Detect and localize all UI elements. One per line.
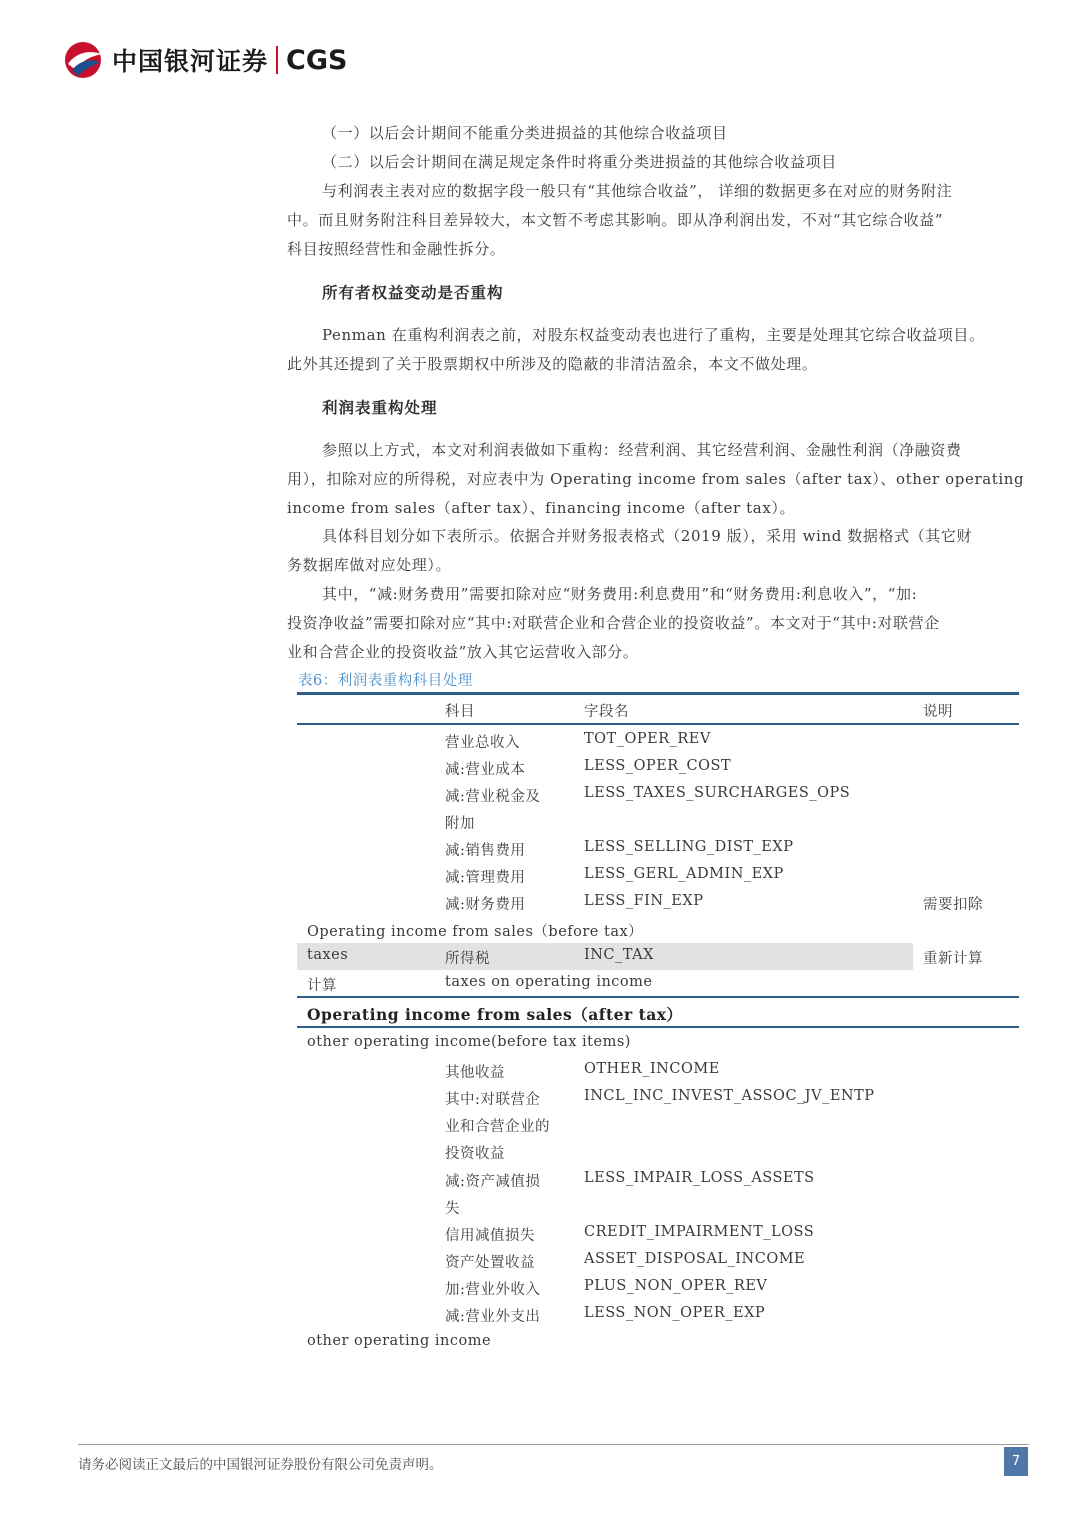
brand-divider — [276, 46, 278, 74]
table-cell: LESS_OPER_COST — [584, 758, 732, 774]
table-cell-note: 需要扣除 — [923, 897, 983, 913]
paragraph-line: 中。而且财务附注科目差异较大，本文暂不考虑其影响。即从净利润出发，不对“其它综合收益” — [287, 211, 944, 229]
table-cell: LESS_IMPAIR_LOSS_ASSETS — [584, 1170, 815, 1186]
table-cell: 其中:对联营企 — [445, 1092, 541, 1108]
table-cell: LESS_TAXES_SURCHARGES_OPS — [584, 785, 851, 801]
table-row-label: 计算 — [307, 978, 337, 994]
table-section-rule — [297, 1026, 1019, 1028]
header-subject: 科目 — [445, 704, 475, 720]
brand-name-cn: 中国银河证券 — [112, 47, 269, 76]
paragraph-line: 与利润表主表对应的数据字段一般只有“其他综合收益”， 详细的数据更多在对应的财务附注 — [322, 182, 953, 200]
section-heading: 所有者权益变动是否重构 — [322, 283, 504, 302]
table-cell: taxes on operating income — [445, 974, 653, 990]
table-cell: TOT_OPER_REV — [584, 731, 711, 747]
paragraph-line: （二）以后会计期间在满足规定条件时将重分类进损益的其他综合收益项目 — [322, 153, 837, 171]
table-cell: 营业总收入 — [445, 735, 520, 751]
table-cell: INC_TAX — [584, 947, 654, 963]
table-cell: 附加 — [445, 816, 475, 832]
table-section-rule — [297, 996, 1019, 998]
table-header-rule — [297, 723, 1019, 725]
table-cell-note: 重新计算 — [923, 951, 983, 967]
table-cell: 减:营业外支出 — [445, 1309, 541, 1325]
table-cell: 减:营业成本 — [445, 762, 526, 778]
table-cell: 加:营业外收入 — [445, 1282, 541, 1298]
table-cell: 减:管理费用 — [445, 870, 526, 886]
table-top-rule — [297, 692, 1019, 695]
table-cell: 减:营业税金及 — [445, 789, 541, 805]
page-number-badge: 7 — [1004, 1447, 1028, 1476]
brand-name-en: CGS — [286, 44, 348, 76]
header — [62, 38, 347, 82]
table-cell: 资产处置收益 — [445, 1255, 535, 1271]
table-cell: 减:销售费用 — [445, 843, 526, 859]
table-title: 表6：利润表重构科目处理 — [298, 673, 473, 689]
table-cell: LESS_FIN_EXP — [584, 893, 704, 909]
header-note: 说明 — [923, 704, 953, 720]
table-cell: LESS_NON_OPER_EXP — [584, 1305, 766, 1321]
footer-divider — [78, 1444, 1029, 1445]
paragraph-line: 用），扣除对应的所得税，对应表中为 Operating income from sales（after tax）、other operating — [287, 470, 1025, 488]
paragraph-line: 投资净收益”需要扣除对应“其中:对联营企业和合营企业的投资收益”。本文对于“其中:对联营企 — [287, 614, 940, 632]
table-cell: 其他收益 — [445, 1065, 505, 1081]
footer-disclaimer: 请务必阅读正文最后的中国银河证券股份有限公司免责声明。 — [78, 1457, 443, 1473]
table-cell: 信用减值损失 — [445, 1228, 535, 1244]
table-cell: PLUS_NON_OPER_REV — [584, 1278, 768, 1294]
table-section-title: Operating income from sales（after tax） — [307, 1005, 683, 1024]
paragraph-line: 其中，“减:财务费用”需要扣除对应“财务费用:利息费用”和“财务费用:利息收入”，“加: — [322, 585, 918, 603]
table-cell: INCL_INC_INVEST_ASSOC_JV_ENTP — [584, 1088, 875, 1104]
paragraph-line: 科目按照经营性和金融性拆分。 — [287, 240, 506, 258]
paragraph-line: income from sales（after tax）、financing income（after tax）。 — [287, 499, 796, 517]
table-row-label: other operating income — [307, 1333, 492, 1349]
table-cell: LESS_SELLING_DIST_EXP — [584, 839, 794, 855]
table-cell: 所得税 — [445, 951, 490, 967]
table-row-label: taxes — [307, 947, 349, 963]
table-row-label: Operating income from sales（before tax） — [307, 924, 644, 940]
table-cell: CREDIT_IMPAIRMENT_LOSS — [584, 1224, 815, 1240]
paragraph-line: 业和合营企业的投资收益”放入其它运营收入部分。 — [287, 643, 639, 661]
header-field: 字段名 — [584, 704, 629, 720]
paragraph-line: （一）以后会计期间不能重分类进损益的其他综合收益项目 — [322, 124, 728, 142]
paragraph-line: 具体科目划分如下表所示。依据合并财务报表格式（2019 版），采用 wind 数据格式（其它财 — [322, 527, 973, 545]
table-cell: OTHER_INCOME — [584, 1061, 720, 1077]
table-cell: ASSET_DISPOSAL_INCOME — [584, 1251, 806, 1267]
paragraph-line: 此外其还提到了关于股票期权中所涉及的隐蔽的非清洁盈余，本文不做处理。 — [287, 355, 818, 373]
paragraph-line: 参照以上方式，本文对利润表做如下重构：经营利润、其它经营利润、金融性利润（净融资费 — [322, 441, 962, 459]
table-cell: 失 — [445, 1201, 460, 1217]
paragraph-line: 务数据库做对应处理）。 — [287, 556, 452, 574]
table-cell: LESS_GERL_ADMIN_EXP — [584, 866, 784, 882]
cgs-logo-icon — [62, 40, 104, 80]
table-cell: 减:财务费用 — [445, 897, 526, 913]
table-cell: 业和合营企业的 — [445, 1119, 550, 1135]
section-heading: 利润表重构处理 — [322, 398, 438, 417]
table-cell: 投资收益 — [445, 1146, 505, 1162]
paragraph-line: Penman 在重构利润表之前，对股东权益变动表也进行了重构，主要是处理其它综合收益项目。 — [322, 326, 985, 344]
table-cell: 减:资产减值损 — [445, 1174, 541, 1190]
table-row-label: other operating income(before tax items) — [307, 1034, 631, 1050]
